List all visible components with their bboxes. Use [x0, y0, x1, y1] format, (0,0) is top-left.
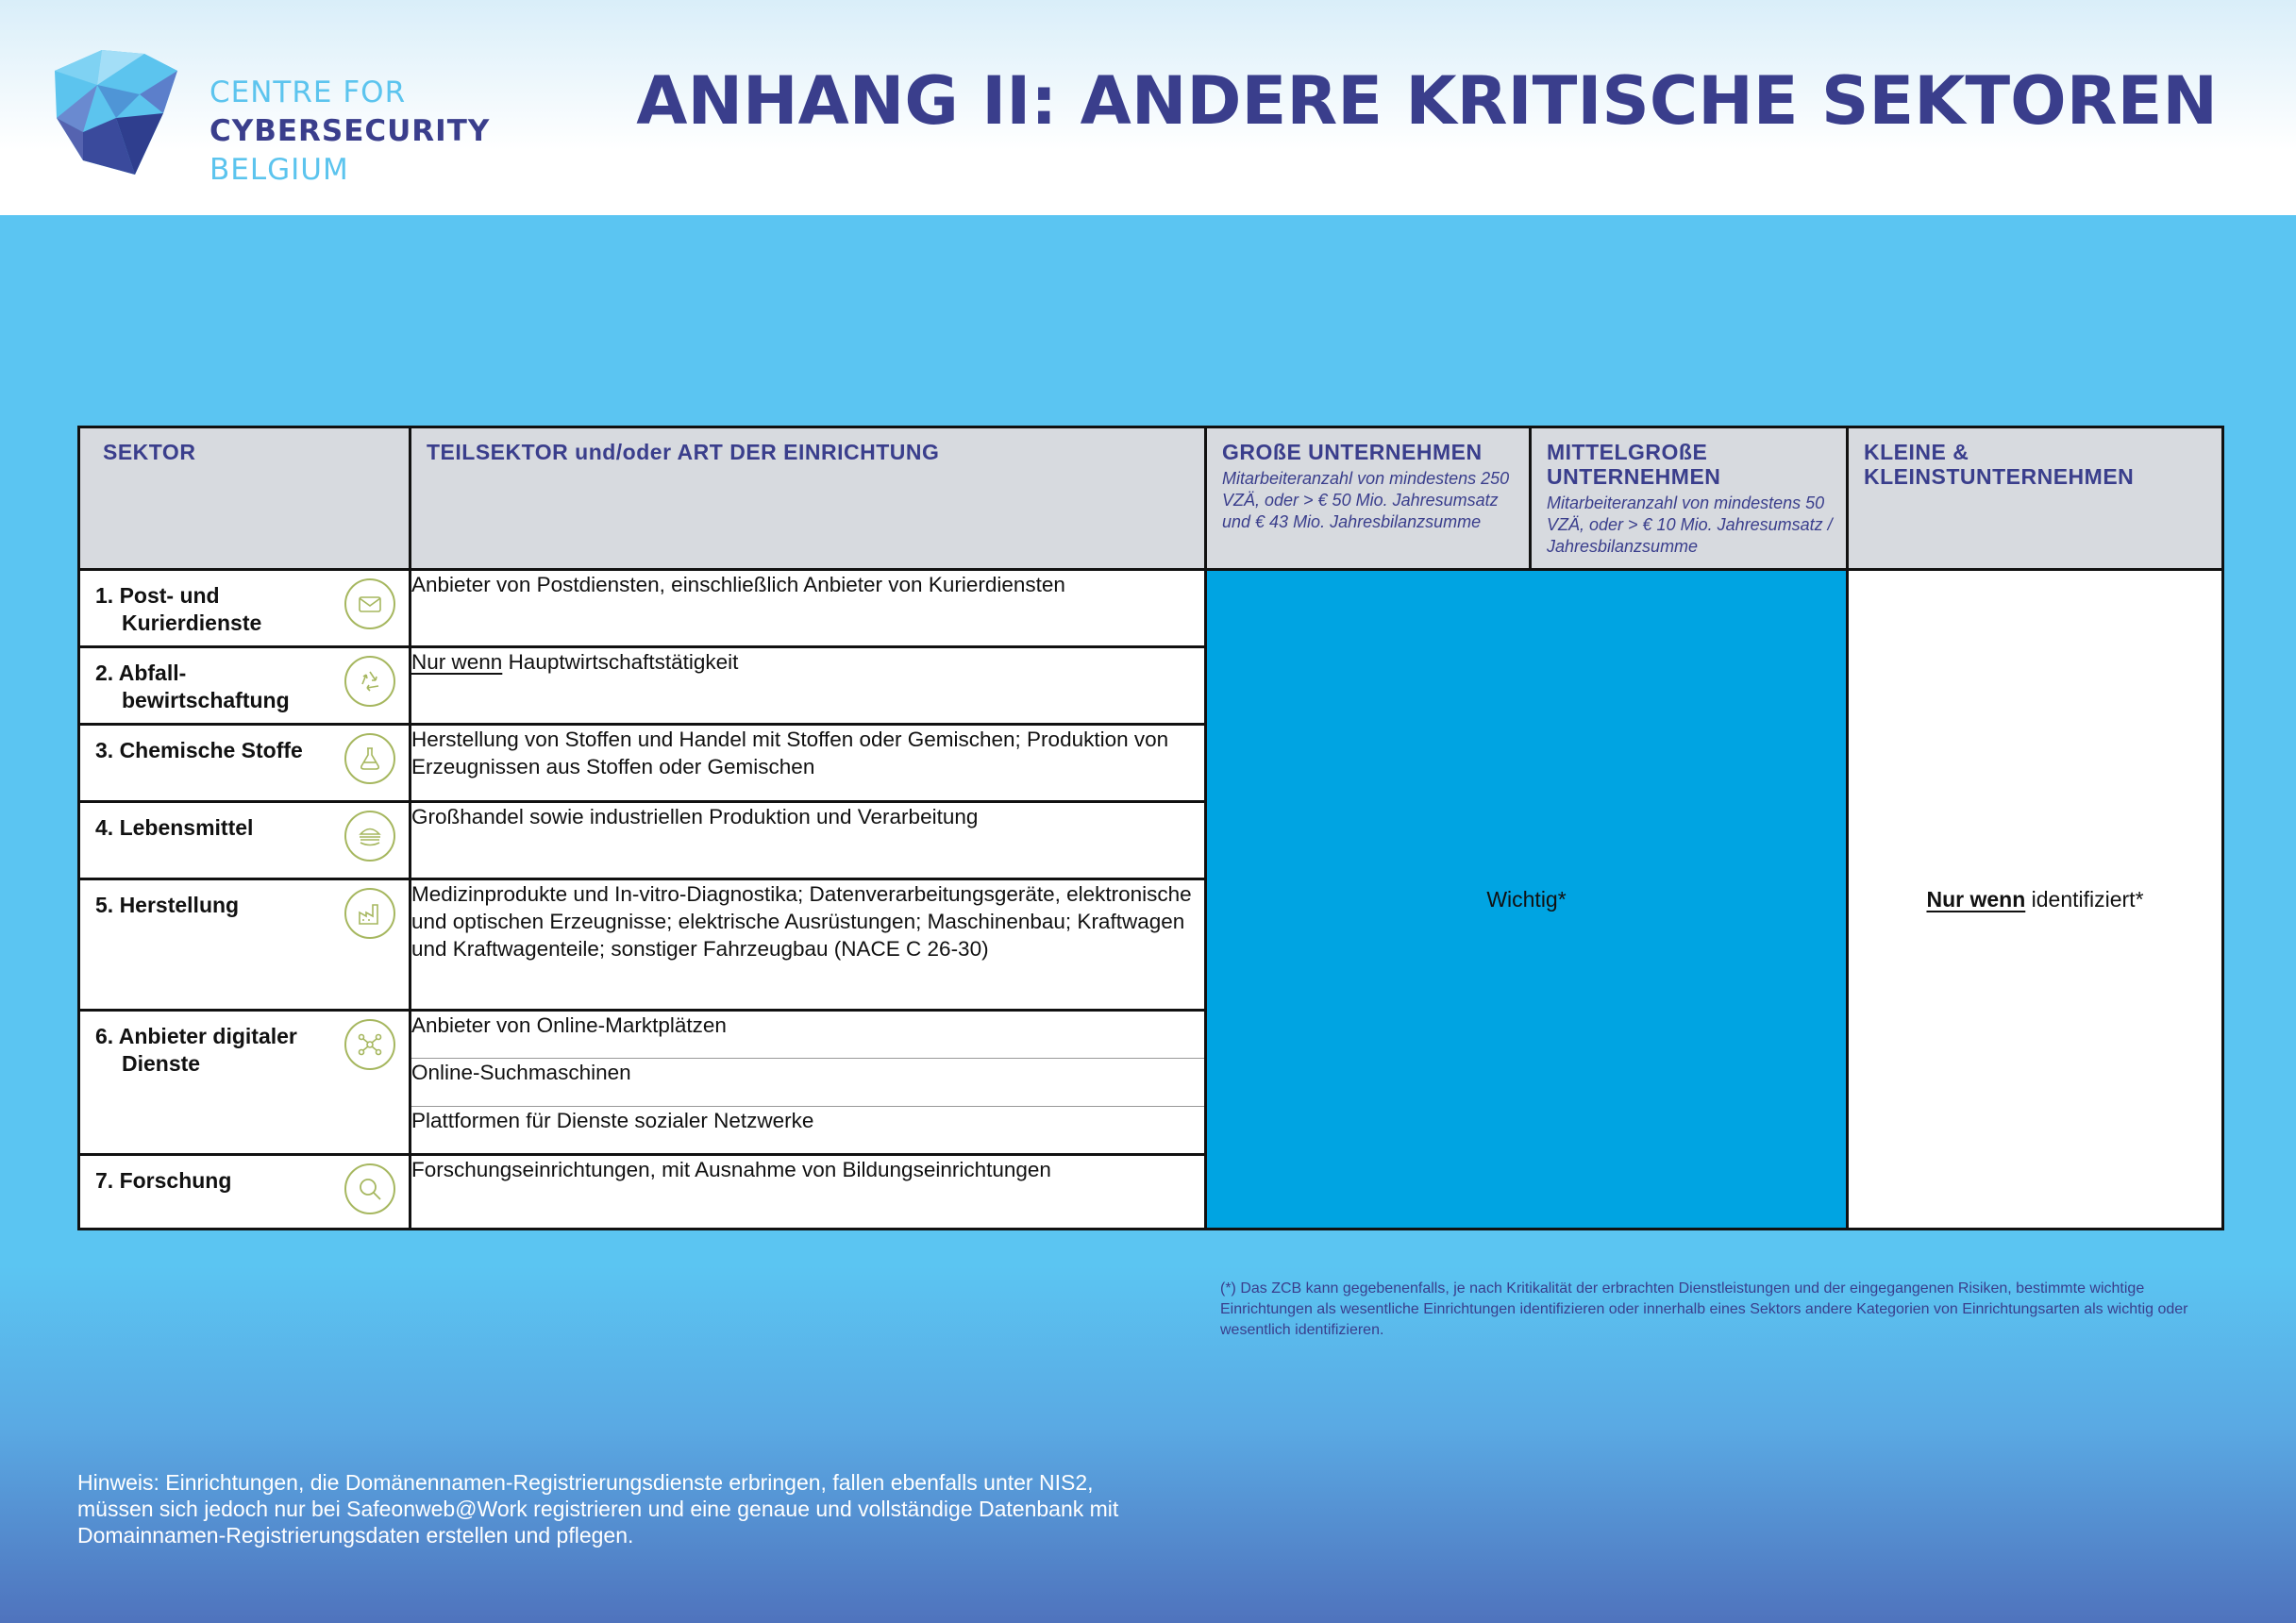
wichtig-cell: Wichtig* [1206, 570, 1848, 1230]
sektor-cell-chemie: 3. Chemische Stoffe [79, 725, 411, 802]
desc-post: Anbieter von Postdiensten, einschließlich Anbieter von Kurierdiensten [411, 570, 1206, 647]
desc-digital-2: Online-Suchmaschinen [411, 1059, 1206, 1107]
sektor-cell-digital: 6. Anbieter digitaler Dienste [79, 1011, 411, 1155]
col-header-gross-sub: Mitarbeiteranzahl von mindestens 250 VZÄ, oder > € 50 Mio. Jahresumsatz und € 43 Mio. Jahresbilanzsumme [1222, 469, 1510, 531]
recycle-icon [344, 656, 395, 707]
desc-digital-1: Anbieter von Online-Marktplätzen [411, 1011, 1206, 1059]
klein-cell: Nur wenn identifiziert* [1848, 570, 2223, 1230]
col-header-klein: KLEINE & KLEINSTUNTERNEHMEN [1848, 427, 2223, 570]
logo-line-2: CYBERSECURITY [209, 114, 491, 148]
sektor-cell-abfall: 2. Abfall- bewirtschaftung [79, 647, 411, 725]
table-row [79, 570, 2223, 647]
network-icon [344, 1019, 395, 1070]
factory-icon [344, 888, 395, 939]
desc-digital-3: Plattformen für Dienste sozialer Netzwerke [411, 1107, 1206, 1155]
magnifier-icon [344, 1163, 395, 1214]
logo-line-1: CENTRE FOR [209, 75, 407, 109]
mail-icon [344, 578, 395, 629]
col-header-mittel: MITTELGROßE UNTERNEHMEN Mitarbeiteranzahl von mindestens 50 VZÄ, oder > € 10 Mio. Jahresumsatz / Jahresbilanzsumme [1531, 427, 1848, 570]
col-header-gross: GROßE UNTERNEHMEN Mitarbeiteranzahl von mindestens 250 VZÄ, oder > € 50 Mio. Jahresumsatz und € 43 Mio. Jahresbilanzsumme [1206, 427, 1531, 570]
sector-table [77, 426, 2224, 1230]
col-header-teilsektor: TEILSEKTOR und/oder ART DER EINRICHTUNG [411, 427, 1206, 570]
desc-chemie: Herstellung von Stoffen und Handel mit Stoffen oder Gemischen; Produktion von Erzeugnissen aus Stoffen oder Gemischen [411, 725, 1206, 802]
desc-herstellung: Medizinprodukte und In-vitro-Diagnostika; Datenverarbeitungsgeräte, elektronische und optischen Erzeugnisse; elektrische Ausrüstungen; Maschinenbau; Kraftwagen und Kraftwagenteile; sonstiger Fahrzeugbau (NACE C 26-30) [411, 879, 1206, 1011]
desc-abfall: Nur wenn Hauptwirtschaftstätigkeit [411, 647, 1206, 725]
cybersecurity-logo-icon [45, 42, 187, 184]
logo-text [209, 74, 490, 190]
sektor-cell-herstellung: 5. Herstellung [79, 879, 411, 1011]
footnote: (*) Das ZCB kann gegebenenfalls, je nach Kritikalität der erbrachten Dienstleistungen und der eingegangenen Risiken, bestimmte wichtige Einrichtungen als wesentliche Einrichtungen identifizieren oder innerhalb eines Sektors andere Kategorien von Einrichtungsarten als wichtig oder wesentlich identifizieren. [1220, 1280, 2188, 1338]
desc-lebensmittel: Großhandel sowie industriellen Produktion und Verarbeitung [411, 802, 1206, 879]
sektor-cell-post: 1. Post- und Kurierdienste [79, 570, 411, 647]
desc-forschung: Forschungseinrichtungen, mit Ausnahme von Bildungseinrichtungen [411, 1155, 1206, 1230]
sektor-cell-forschung: 7. Forschung [79, 1155, 411, 1230]
flask-icon [344, 733, 395, 784]
burger-icon [344, 811, 395, 862]
table-header-row [79, 427, 2223, 570]
logo-line-3: BELGIUM [209, 153, 349, 187]
hinweis-note: Hinweis: Einrichtungen, die Domänennamen-Registrierungsdienste erbringen, fallen ebenfalls unter NIS2, müssen sich jedoch nur bei Safeonweb@Work registrieren und eine genaue und vollständige Datenbank mit Domainnamen-Registrierungsdaten erstellen und pflegen. [77, 1470, 1119, 1548]
page-title: ANHANG II: ANDERE KRITISCHE SEKTOREN [636, 62, 2218, 140]
page-header [0, 0, 2296, 215]
sektor-cell-lebensmittel: 4. Lebensmittel [79, 802, 411, 879]
col-header-sektor: SEKTOR [79, 427, 411, 570]
col-header-mittel-sub: Mitarbeiteranzahl von mindestens 50 VZÄ, oder > € 10 Mio. Jahresumsatz / Jahresbilanzsumme [1547, 494, 1833, 556]
